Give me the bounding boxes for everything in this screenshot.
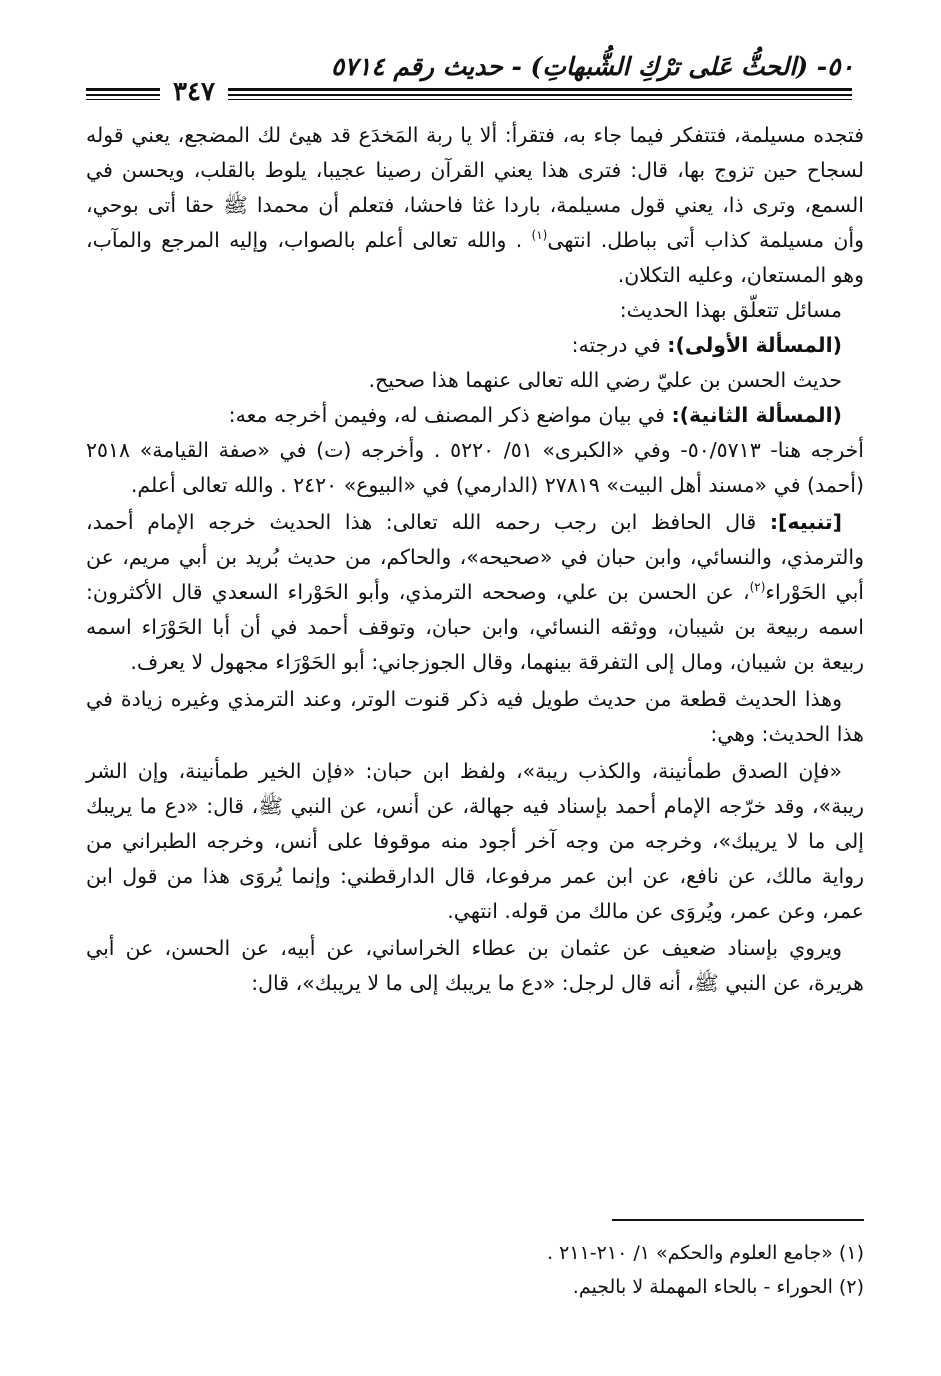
body-text [86,118,864,1001]
paragraph-text: في درجته: [571,333,668,357]
paragraph-text: ، عن الحسن بن علي، وصححه الترمذي، وأبو الحَوْراء السعدي قال الأكثرون: اسمه ربيعة بن شيبان، ووثقه النسائي، وابن حبان، وتوقف أحمد في أن أبا الحَوْرَاء اسمه ربيعة بن شيبان، ومال إلى التفرقة بينهما، وقال الجوزجاني: أبو الحَوْرَاء مجهول لا يعرف. [86,580,864,674]
footnotes [300,1236,864,1304]
page-number: ٣٤٧ [160,79,228,105]
paragraph: «فإن الصدق طمأنينة، والكذب ريبة»، ولفظ ابن حبان: «فإن الخير طمأنينة، وإن الشر ريبة»، وقد خرّجه الإمام أحمد بإسناد فيه جهالة، عن أنس، عن النبي ﷺ، قال: «دع ما يريبك إلى ما لا يريبك»، وخرجه من وجه آخر أجود منه موقوفا على أنس، وخرجه الطبراني من رواية مالك، عن نافع، عن ابن عمر مرفوعا، قال الدارقطني: وإنما يُروَى هذا من قول ابن عمر، وعن عمر، ويُروَى عن مالك من قوله. انتهي. [86,759,864,923]
footnote: (٢) الحوراء - بالحاء المهملة لا بالجيم. [572,1276,864,1298]
paragraph [86,328,864,363]
issue-label: (المسألة الثانية): [671,403,842,427]
footnote-marker: (٢) [749,580,766,595]
paragraph [86,505,864,680]
paragraph: وهذا الحديث قطعة من حديث طويل فيه ذكر قنوت الوتر، وعند الترمذي وغيره زيادة في هذا الحديث: وهي: [86,687,864,746]
paragraph-text: . والله تعالى أعلم بالصواب، وإليه المرجع والمآب، وهو المستعان، وعليه التكلان. [86,228,864,287]
paragraph [86,398,864,433]
footnote-marker: (١) [531,228,548,243]
paragraph: ويروي بإسناد ضعيف عن عثمان بن عطاء الخراساني، عن أبيه، عن الحسن، عن أبي هريرة، عن النبي ﷺ، أنه قال لرجل: «دع ما يريبك إلى ما لا يريبك»، قال: [86,936,864,995]
footnote-separator [612,1219,864,1221]
paragraph: أخرجه هنا- ٥٠/٥٧١٣- وفي «الكبرى» ٥١/ ٥٢٢٠ . وأخرجه (ت) في «صفة القيامة» ٢٥١٨ (أحمد) في «مسند أهل البيت» ٢٧٨١٩ (الدارمي) في «البيوع» ٢٤٢٠ . والله تعالى أعلم. [86,438,864,497]
paragraph-text: قال الحافظ ابن رجب رحمه الله تعالى: هذا الحديث خرجه الإمام أحمد، والترمذي، والنسائي، وابن حبان في «صحيحه»، والحاكم، من حديث بُريد بن أبي مريم، عن أبي الحَوْراء [86,510,864,604]
paragraph: مسائل تتعلّق بهذا الحديث: [619,298,842,322]
paragraph [86,118,864,293]
note-label: [تنبيه]: [769,510,842,534]
paragraph-text: فتجده مسيلمة، فتتفكر فيما جاء به، فتقرأ: ألا يا ربة المَخدَع قد هيئ لك المضجع، يعني قوله لسجاح حين تزوج بها، قال: فترى هذا يعني القرآن رصينا عجيبا، يلوط بالقلب، ويحسن في السمع، وترى ذا، يعني قول مسيلمة، باردا غثا فاحشا، فتعلم أن محمدا ﷺ حقا أتى بوحي، وأن مسيلمة كذاب أتى بباطل. انتهى [86,123,864,252]
paragraph: حديث الحسن بن عليّ رضي الله تعالى عنهما هذا صحيح. [368,368,842,392]
paragraph-text: في بيان مواضع ذكر المصنف له، وفيمن أخرجه معه: [228,403,672,427]
issue-label: (المسألة الأولى): [667,333,842,357]
header-title: ٥٠- (الحثُّ عَلى ترْكِ الشُّبهاتِ) - حديث رقم ٥٧١٤ [330,52,854,81]
footnote: (١) «جامع العلوم والحكم» ١/ ٢١٠-٢١١ . [547,1242,864,1264]
